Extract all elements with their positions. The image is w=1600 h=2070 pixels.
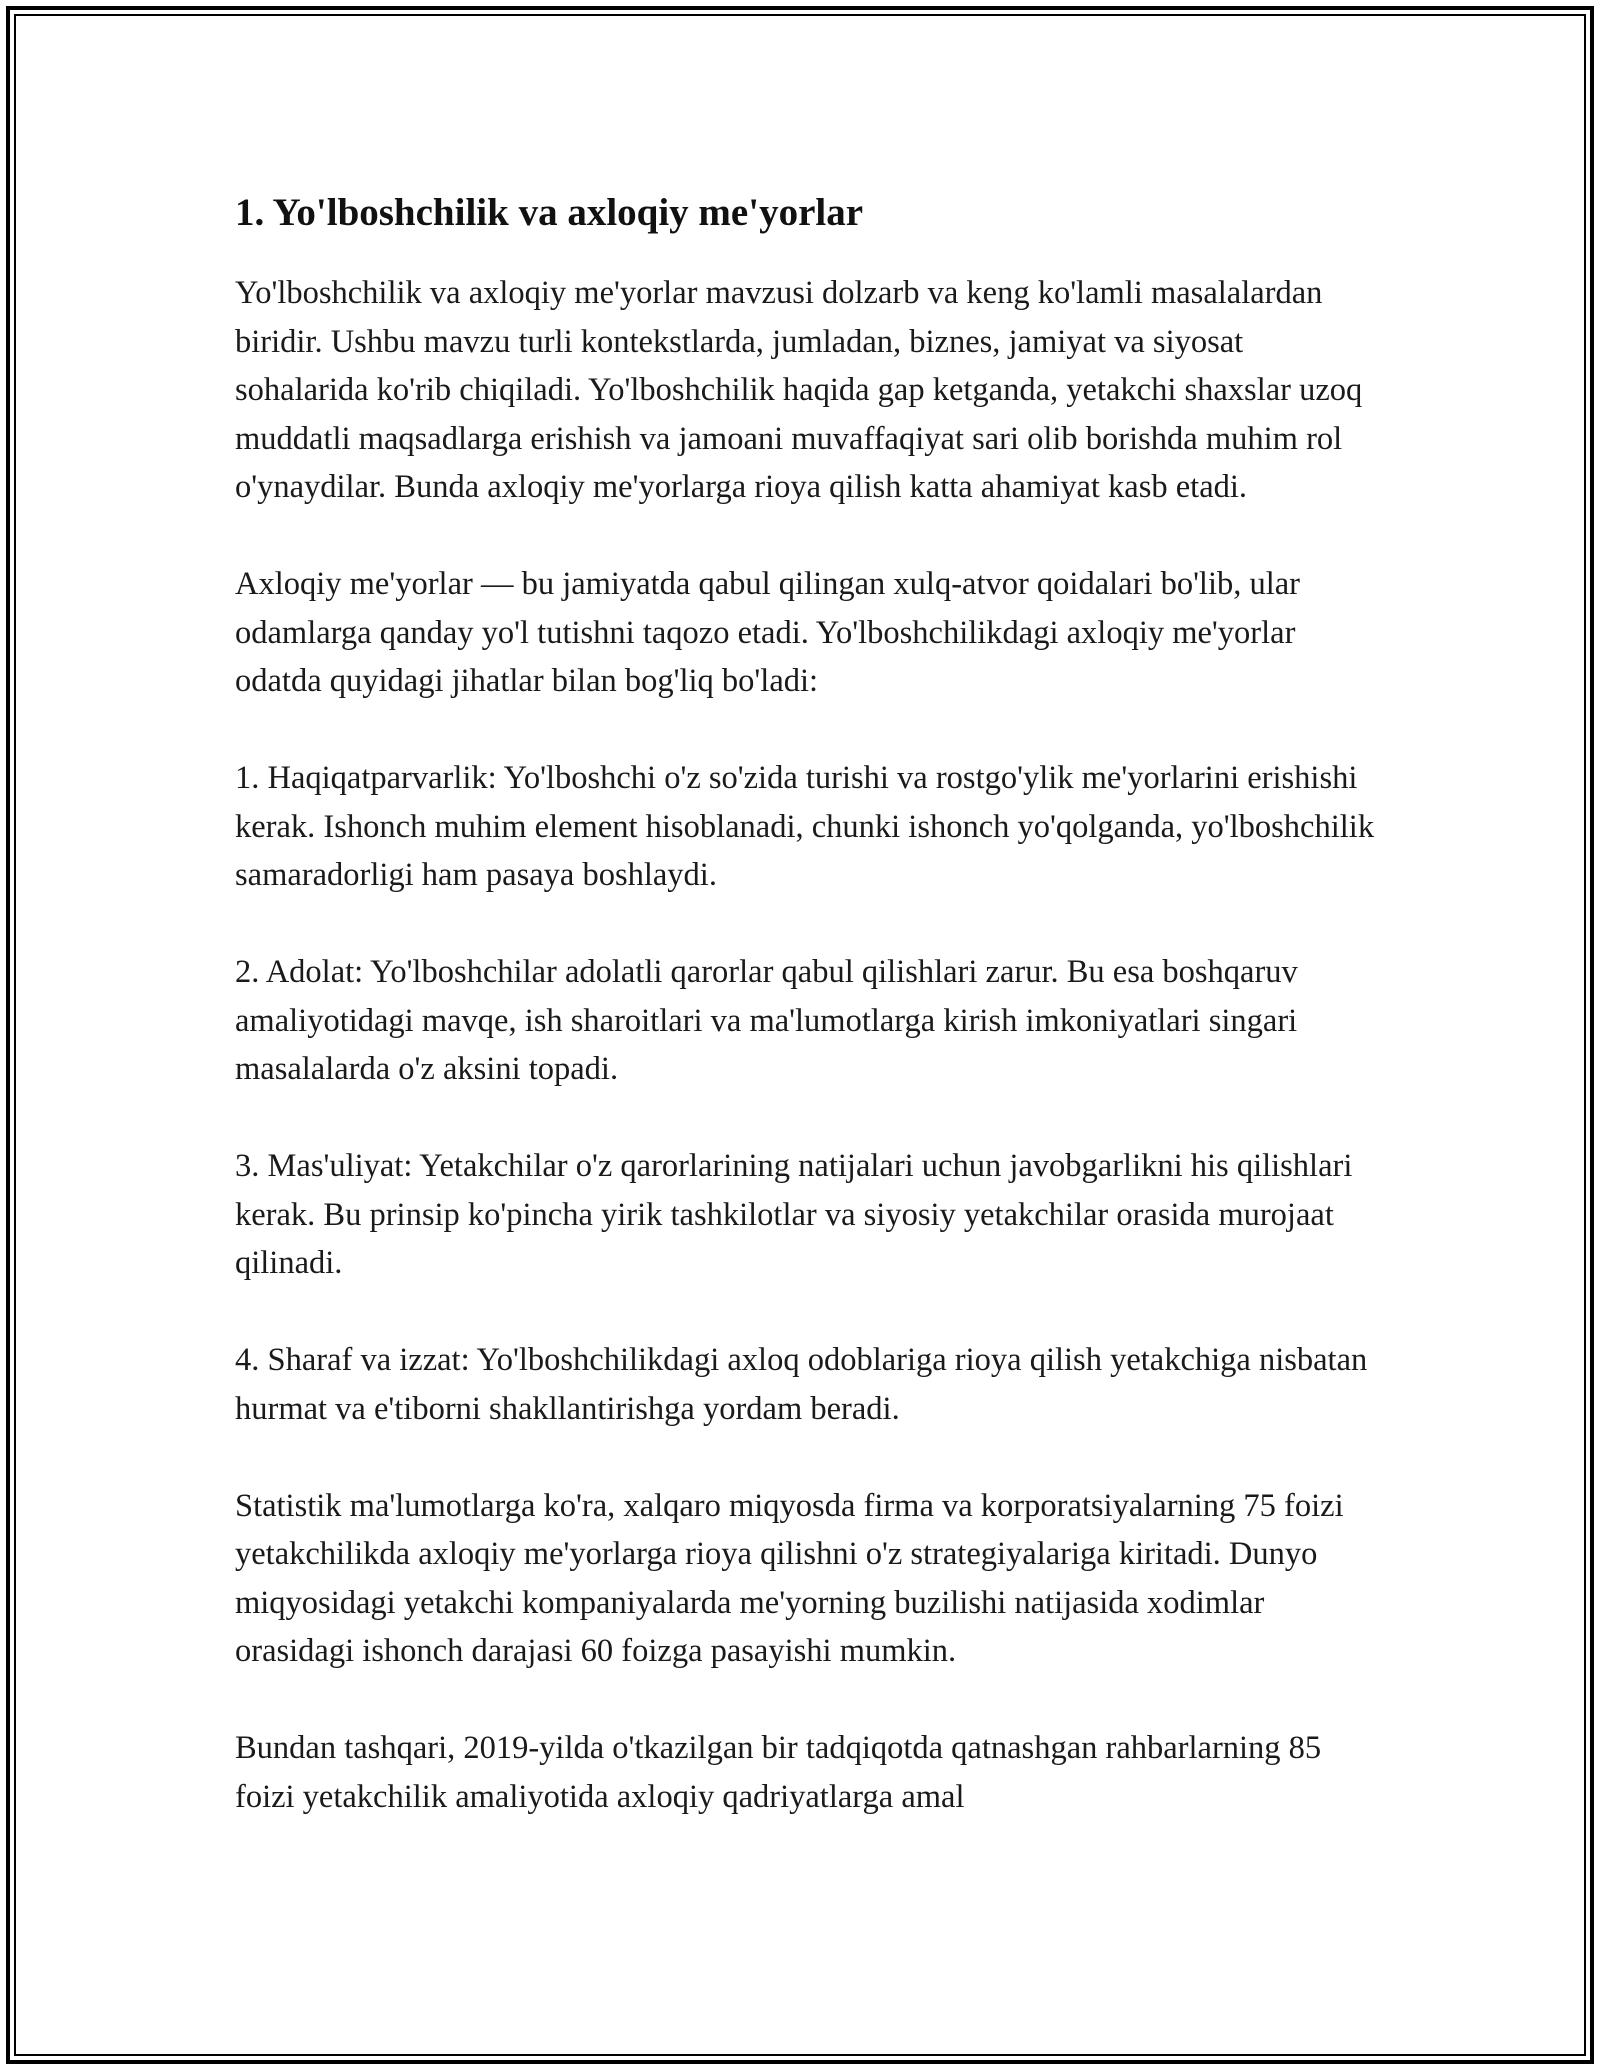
paragraph-point-justice: 2. Adolat: Yo'lboshchilar adolatli qarorlar qabul qilishlari zarur. Bu esa boshqaruv amaliyotidagi mavqe, ish sharoitlari va ma'lumotlarga kirish imkoniyatlari singari masalalarda o'z aksini topadi. [235,954,1298,1087]
paragraph-point-honor: 4. Sharaf va izzat: Yo'lboshchilikdagi axloq odoblariga rioya qilish yetakchiga nisbatan hurmat va e'tiborni shakllantirishga yordam beradi. [235,1342,1368,1427]
paragraph-point-honesty: 1. Haqiqatparvarlik: Yo'lboshchi o'z so'zida turishi va rostgo'ylik me'yorlarini erishishi kerak. Ishonch muhim element hisoblanadi, chunki ishonch yo'qolganda, yo'lboshchilik samaradorligi ham pasaya boshlaydi. [235,760,1375,893]
document-body [235,185,1375,1821]
paragraph-intro: Yo'lboshchilik va axloqiy me'yorlar mavzusi dolzarb va keng ko'lamli masalalardan biridir. Ushbu mavzu turli kontekstlarda, jumladan, biznes, jamiyat va siyosat sohalarida ko'rib chiqiladi. Yo'lboshchilik haqida gap ketganda, yetakchi shaxslar uzoq muddatli maqsadlarga erishish va jamoani muvaffaqiyat sari olib borishda muhim rol o'ynaydilar. Bunda axloqiy me'yorlarga rioya qilish katta ahamiyat kasb etadi. [235,275,1363,505]
paragraph-point-responsibility: 3. Mas'uliyat: Yetakchilar o'z qarorlarining natijalari uchun javobgarlikni his qilishlari kerak. Bu prinsip ko'pincha yirik tashkilotlar va siyosiy yetakchilar orasida murojaat qilinadi. [235,1148,1353,1281]
section-heading: 1. Yo'lboshchilik va axloqiy me'yorlar [235,191,864,234]
paragraph-research: Bundan tashqari, 2019-yilda o'tkazilgan bir tadqiqotda qatnashgan rahbarlarning 85 foizi yetakchilik amaliyotida axloqiy qadriyatlarga amal [235,1730,1322,1815]
paragraph-definition: Axloqiy me'yorlar — bu jamiyatda qabul qilingan xulq-atvor qoidalari bo'lib, ular odamlarga qanday yo'l tutishni taqozo etadi. Yo'lboshchilikdagi axloqiy me'yorlar odatda quyidagi jihatlar bilan bog'liq bo'ladi: [235,566,1301,699]
paragraph-statistics: Statistik ma'lumotlarga ko'ra, xalqaro miqyosda firma va korporatsiyalarning 75 foizi yetakchilikda axloqiy me'yorlarga rioya qilishni o'z strategiyalariga kiritadi. Dunyo miqyosidagi yetakchi kompaniyalarda me'yorning buzilishi natijasida xodimlar orasidagi ishonch darajasi 60 foizga pasayishi mumkin. [235,1487,1344,1669]
